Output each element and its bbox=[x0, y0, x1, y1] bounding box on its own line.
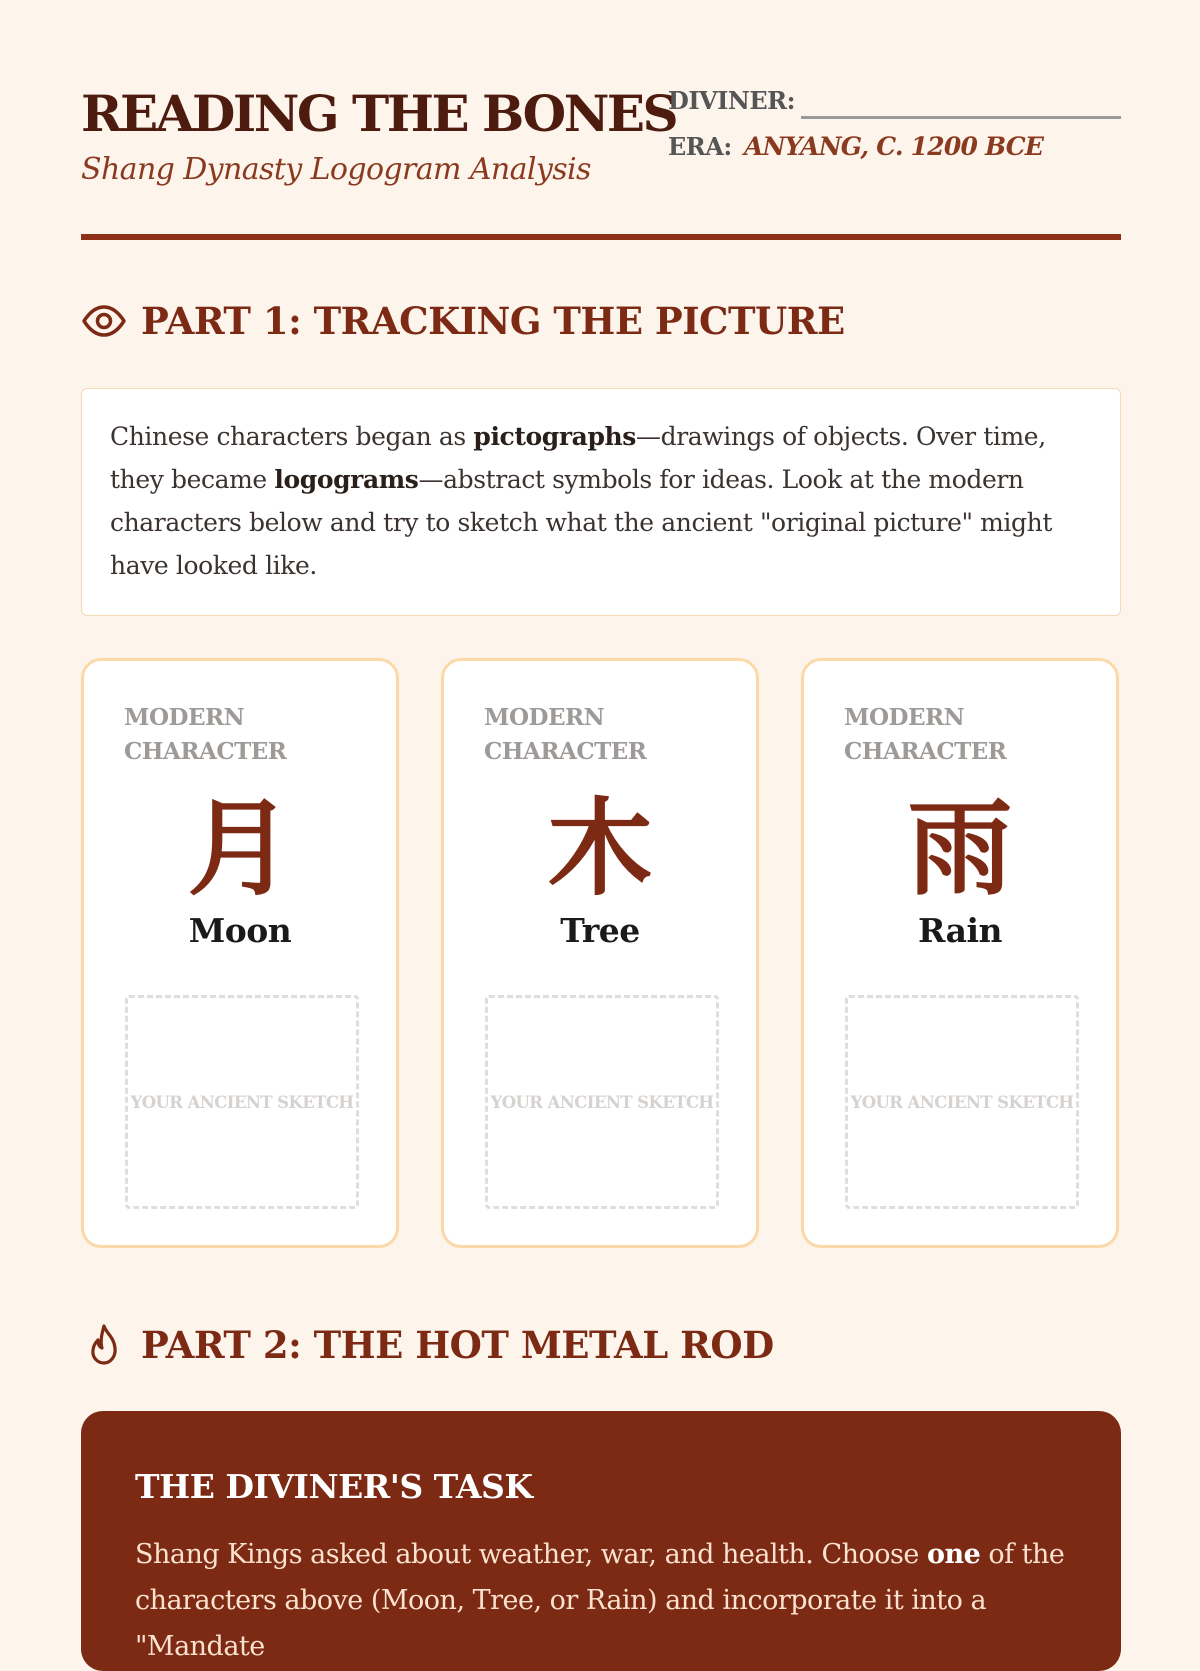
sketch-placeholder: YOUR ANCIENT SKETCH bbox=[130, 1092, 354, 1112]
card-caption: MODERN CHARACTER bbox=[124, 704, 287, 765]
part2-title: PART 2: THE HOT METAL ROD bbox=[141, 1323, 774, 1367]
character-card-tree bbox=[441, 658, 759, 1248]
diviner-task-box bbox=[81, 1411, 1121, 1671]
task-title: THE DIVINER'S TASK bbox=[135, 1467, 533, 1506]
character-glyph: 雨 bbox=[907, 788, 1013, 910]
character-card-moon bbox=[81, 658, 399, 1248]
character-card-rain bbox=[801, 658, 1119, 1248]
term-logograms: logograms bbox=[274, 465, 419, 494]
flame-icon bbox=[81, 1322, 127, 1368]
page-subtitle: Shang Dynasty Logogram Analysis bbox=[81, 152, 591, 187]
header-divider bbox=[81, 234, 1121, 240]
eye-icon bbox=[81, 298, 127, 344]
sketch-placeholder: YOUR ANCIENT SKETCH bbox=[490, 1092, 714, 1112]
character-meaning: Rain bbox=[917, 911, 1003, 950]
page-title: READING THE BONES bbox=[81, 84, 677, 143]
intro-box bbox=[81, 388, 1121, 616]
character-glyph: 木 bbox=[547, 788, 653, 910]
worksheet-header bbox=[81, 84, 1121, 244]
sketch-placeholder: YOUR ANCIENT SKETCH bbox=[850, 1092, 1074, 1112]
character-glyph: 月 bbox=[187, 788, 293, 910]
character-meaning: Moon bbox=[188, 911, 292, 950]
intro-paragraph: Chinese characters began as pictographs—drawings of objects. Over time, they became logograms—abstract symbols for ideas. Look at the modern characters below and try to sketch what the ancient "original picture" might have looked like. bbox=[110, 422, 1052, 580]
term-pictographs: pictographs bbox=[473, 422, 636, 451]
task-instructions: Shang Kings asked about weather, war, and health. Choose one of the characters above (Moon, Tree, or Rain) and incorporate it into a "Mandate bbox=[135, 1539, 1065, 1662]
part1-title: PART 1: TRACKING THE PICTURE bbox=[141, 299, 845, 343]
character-meaning: Tree bbox=[560, 911, 640, 950]
era-value: ANYANG, C. 1200 BCE bbox=[744, 132, 1044, 161]
card-caption: MODERN CHARACTER bbox=[844, 704, 1007, 765]
diviner-label: DIVINER: bbox=[668, 86, 795, 115]
part2-heading bbox=[81, 1320, 774, 1370]
card-caption: MODERN CHARACTER bbox=[484, 704, 647, 765]
diviner-name-field[interactable] bbox=[801, 116, 1121, 119]
part1-heading bbox=[81, 296, 845, 346]
sketch-area[interactable] bbox=[845, 995, 1079, 1209]
sketch-area[interactable] bbox=[125, 995, 359, 1209]
sketch-area[interactable] bbox=[485, 995, 719, 1209]
era-label: ERA: bbox=[668, 132, 732, 161]
